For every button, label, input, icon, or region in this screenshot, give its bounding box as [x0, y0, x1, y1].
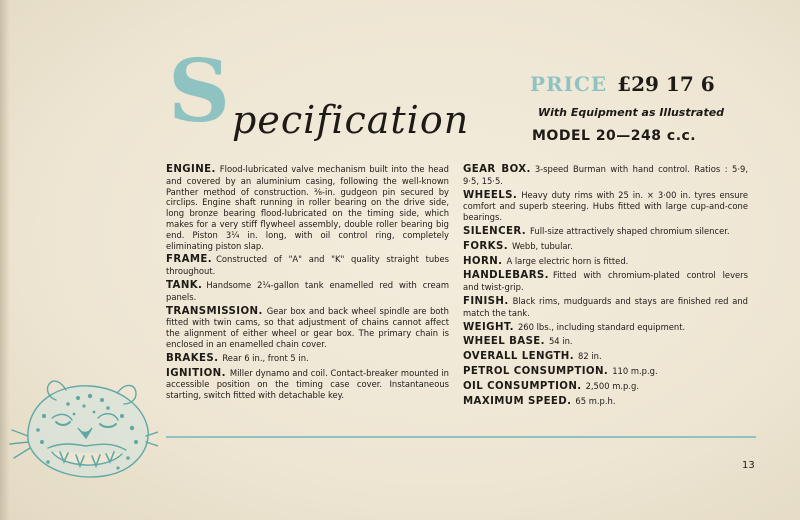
spec-item [463, 366, 748, 378]
spec-item-title: OVERALL LENGTH. [463, 351, 574, 363]
spec-item [463, 322, 748, 334]
spec-item-text: 2,500 m.p.g. [585, 380, 639, 391]
spec-item-text: 82 in. [578, 351, 602, 362]
spec-item-title: WHEELS. [463, 189, 518, 201]
spec-item-title: WEIGHT. [463, 321, 514, 333]
spec-item-title: FRAME. [166, 254, 213, 266]
spec-item-text: Black rims, mudguards and stays are finished red and match the tank. [463, 295, 748, 318]
spec-item-text: 54 in. [548, 336, 573, 347]
spec-item-text: Heavy duty rims with 25 in. × 3·00 in. tyres ensure comfort and superb steering. Hubs fitted with large cup-and-cone bearings. [463, 189, 748, 223]
price-line [530, 72, 715, 96]
spec-item [166, 306, 449, 350]
spec-item [166, 280, 449, 303]
spec-item [166, 353, 449, 365]
spec-item-title: ENGINE. [166, 164, 216, 175]
spec-item-text: 3-speed Burman with hand control. Ratios : 5·9, 9·5, 15·5. [463, 164, 748, 186]
spec-item [463, 396, 748, 408]
spec-item-title: PETROL CONSUMPTION. [463, 365, 609, 377]
model-heading: MODEL 20—248 c.c. [532, 128, 697, 144]
title-initial: S [168, 41, 231, 142]
spec-item-title: OIL CONSUMPTION. [463, 380, 582, 392]
spec-item-text: Rear 6 in., front 5 in. [222, 352, 309, 363]
divider-rule [166, 436, 756, 438]
spec-item [463, 226, 748, 238]
spec-item [463, 190, 748, 223]
spec-item [463, 296, 748, 319]
equipment-note: With Equipment as Illustrated [538, 106, 725, 119]
spec-item-title: MAXIMUM SPEED. [463, 395, 572, 407]
spec-item-text: 260 lbs., including standard equipment. [517, 321, 686, 332]
spec-item-title: BRAKES. [166, 352, 219, 364]
spec-item-title: IGNITION. [166, 367, 226, 379]
spec-item-text: Full-size attractively shaped chromium silencer. [530, 225, 730, 236]
spec-item [463, 164, 748, 187]
price-label: PRICE [530, 72, 608, 96]
spec-item-text: Fitted with chromium-plated control levers and twist-grip. [463, 270, 748, 293]
spec-item [463, 241, 748, 253]
spec-item-title: HORN. [463, 255, 503, 267]
spec-item [166, 368, 449, 401]
spec-item [463, 381, 748, 393]
spec-item-text: Flood-lubricated valve mechanism built into the head and covered by an aluminium casing, following the well-known Panther method of construction. ⅜-in. gudgeon pin secured by circlips. Engine shaft running in roller bearing on the drive side, long bronze bearing flood-lubricated on the timing side, which makes for a very stiff flywheel assembly, double roller bearing big end. Piston 3¼ in. long, with oil control ring, completely eliminating piston slap. [166, 164, 449, 251]
price-amount: £29 17 6 [617, 72, 715, 96]
spec-item-text: 65 m.p.h. [575, 395, 616, 406]
spec-item-text: Gear box and back wheel spindle are both fitted with twin cams, so that adjustment of chains cannot affect the alignment of either wheel or gear box. The primary chain is enclosed in an enamelled chain cover. [166, 305, 449, 349]
panther-head-icon [8, 372, 158, 484]
spec-item [166, 254, 449, 277]
spec-item-title: FINISH. [463, 295, 509, 307]
spec-item [463, 351, 748, 363]
spec-item-text: A large electric horn is fitted. [506, 255, 629, 266]
spec-item-title: SILENCER. [463, 225, 527, 237]
page-title: pecification [232, 98, 470, 142]
spec-item [463, 256, 748, 268]
spec-column-left [166, 164, 449, 404]
spec-column-right [463, 164, 748, 410]
spec-item-title: WHEEL BASE. [463, 336, 545, 348]
page-number: 13 [742, 460, 755, 471]
spec-item-title: GEAR BOX. [463, 164, 531, 175]
spec-item [166, 164, 449, 251]
spec-item [463, 336, 748, 348]
spec-item-title: TRANSMISSION. [166, 305, 263, 317]
spec-item-text: Handsome 2¼-gallon tank enamelled red with cream panels. [166, 279, 449, 302]
spec-item-text: Miller dynamo and coil. Contact-breaker mounted in accessible position on the timing case cover. Instantaneous starting, switch fitted with detachable key. [166, 367, 449, 401]
spec-item-title: FORKS. [463, 240, 508, 252]
spec-item-title: HANDLEBARS. [463, 270, 549, 282]
spec-item-text: Webb, tubular. [511, 240, 573, 251]
spec-item-text: Constructed of "A" and "K" quality straight tubes throughout. [166, 254, 449, 277]
spec-item [463, 270, 748, 293]
spec-item-text: 110 m.p.g. [612, 365, 658, 376]
spec-item-title: TANK. [166, 279, 203, 291]
